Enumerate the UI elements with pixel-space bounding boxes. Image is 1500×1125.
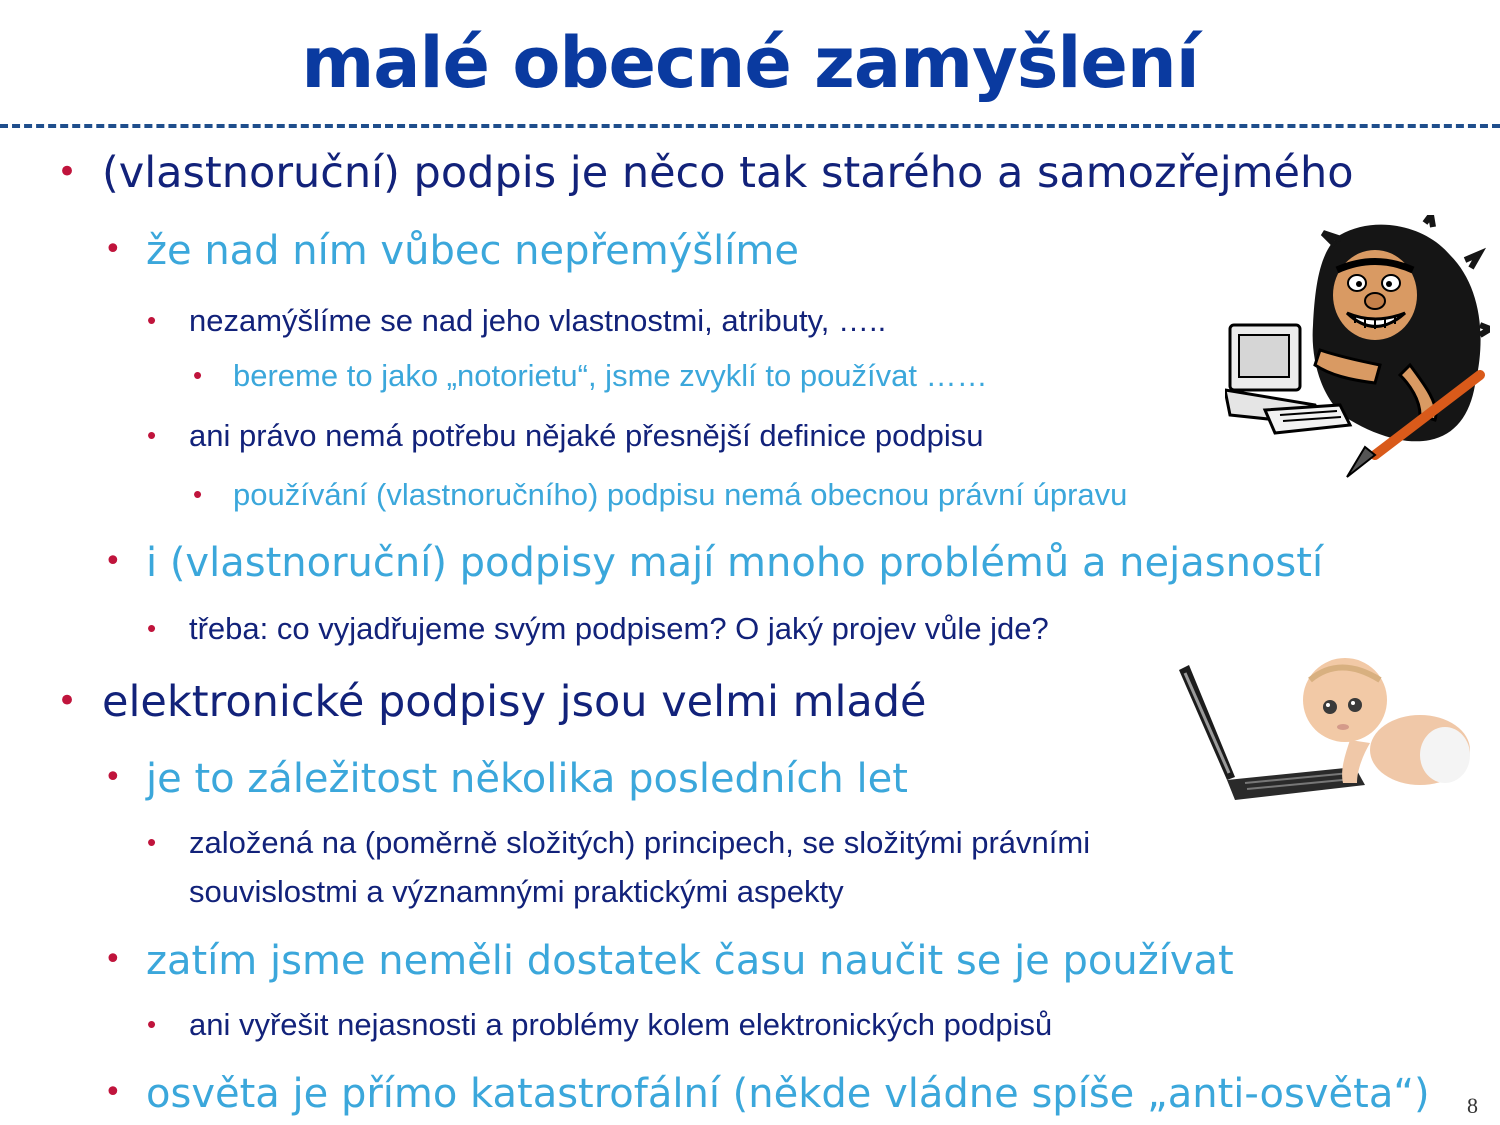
- bullet-dot: •: [57, 152, 78, 192]
- bullet-item: [104, 938, 1234, 984]
- bullet-item: [193, 358, 988, 394]
- bullet-dot: •: [147, 305, 157, 335]
- bullet-dot: •: [57, 681, 78, 721]
- bullet-continuation: [189, 874, 844, 910]
- bullet-text: nezamýšlíme se nad jeho vlastnostmi, atributy, …..: [189, 303, 887, 338]
- baby-with-laptop-image: [1175, 655, 1475, 805]
- bullet-text: používání (vlastnoručního) podpisu nemá obecnou právní úpravu: [233, 477, 1128, 512]
- bullet-dot: •: [104, 232, 122, 267]
- bullet-dot: •: [104, 1075, 122, 1110]
- bullet-text: bereme to jako „notorietu“, jsme zvyklí to používat ……: [233, 358, 988, 393]
- bullet-dot: •: [104, 760, 122, 795]
- bullet-item: [147, 418, 984, 454]
- bullet-item: [104, 228, 799, 274]
- bullet-text: že nad ním vůbec nepřemýšlíme: [146, 228, 799, 274]
- page-number: 8: [1467, 1093, 1478, 1118]
- bullet-dot: •: [104, 544, 122, 579]
- bullet-item: [147, 1007, 1053, 1043]
- bullet-text: (vlastnoruční) podpis je něco tak starého a samozřejmého: [102, 148, 1354, 198]
- bullet-item: [104, 1071, 1430, 1117]
- bullet-dot: •: [147, 420, 157, 450]
- bullet-text: souvislostmi a významnými praktickými aspekty: [189, 874, 844, 909]
- bullet-text: elektronické podpisy jsou velmi mladé: [102, 677, 927, 727]
- slide-title: malé obecné zamyšlení: [301, 22, 1199, 104]
- bullet-text: založená na (poměrně složitých) principech, se složitými právními: [189, 825, 1091, 860]
- bullet-text: osvěta je přímo katastrofální (někde vládne spíše „anti-osvěta“): [146, 1071, 1430, 1117]
- bullet-text: je to záležitost několika posledních let: [146, 756, 908, 802]
- bullet-dot: •: [193, 360, 203, 390]
- bullet-item: [57, 677, 927, 727]
- bullet-text: ani právo nemá potřebu nějaké přesnější definice podpisu: [189, 418, 984, 453]
- bullet-dot: •: [104, 942, 122, 977]
- bullet-dot: •: [147, 827, 157, 857]
- bullet-item: [147, 611, 1049, 647]
- bullet-text: i (vlastnoruční) podpisy mají mnoho problémů a nejasností: [146, 540, 1324, 586]
- bullet-item: [147, 825, 1091, 861]
- bullet-text: ani vyřešit nejasnosti a problémy kolem elektronických podpisů: [189, 1007, 1053, 1042]
- bullet-item: [57, 148, 1354, 198]
- bullet-item: [104, 540, 1324, 586]
- bullet-dot: •: [147, 1009, 157, 1039]
- caveman-illustration: [1225, 215, 1490, 485]
- bullet-item: [193, 477, 1128, 513]
- bullet-dot: •: [193, 479, 203, 509]
- bullet-item: [104, 756, 908, 802]
- bullet-text: třeba: co vyjadřujeme svým podpisem? O jaký projev vůle jde?: [189, 611, 1049, 646]
- bullet-text: zatím jsme neměli dostatek času naučit se je používat: [146, 938, 1234, 984]
- bullet-item: [147, 303, 887, 339]
- bullet-dot: •: [147, 613, 157, 643]
